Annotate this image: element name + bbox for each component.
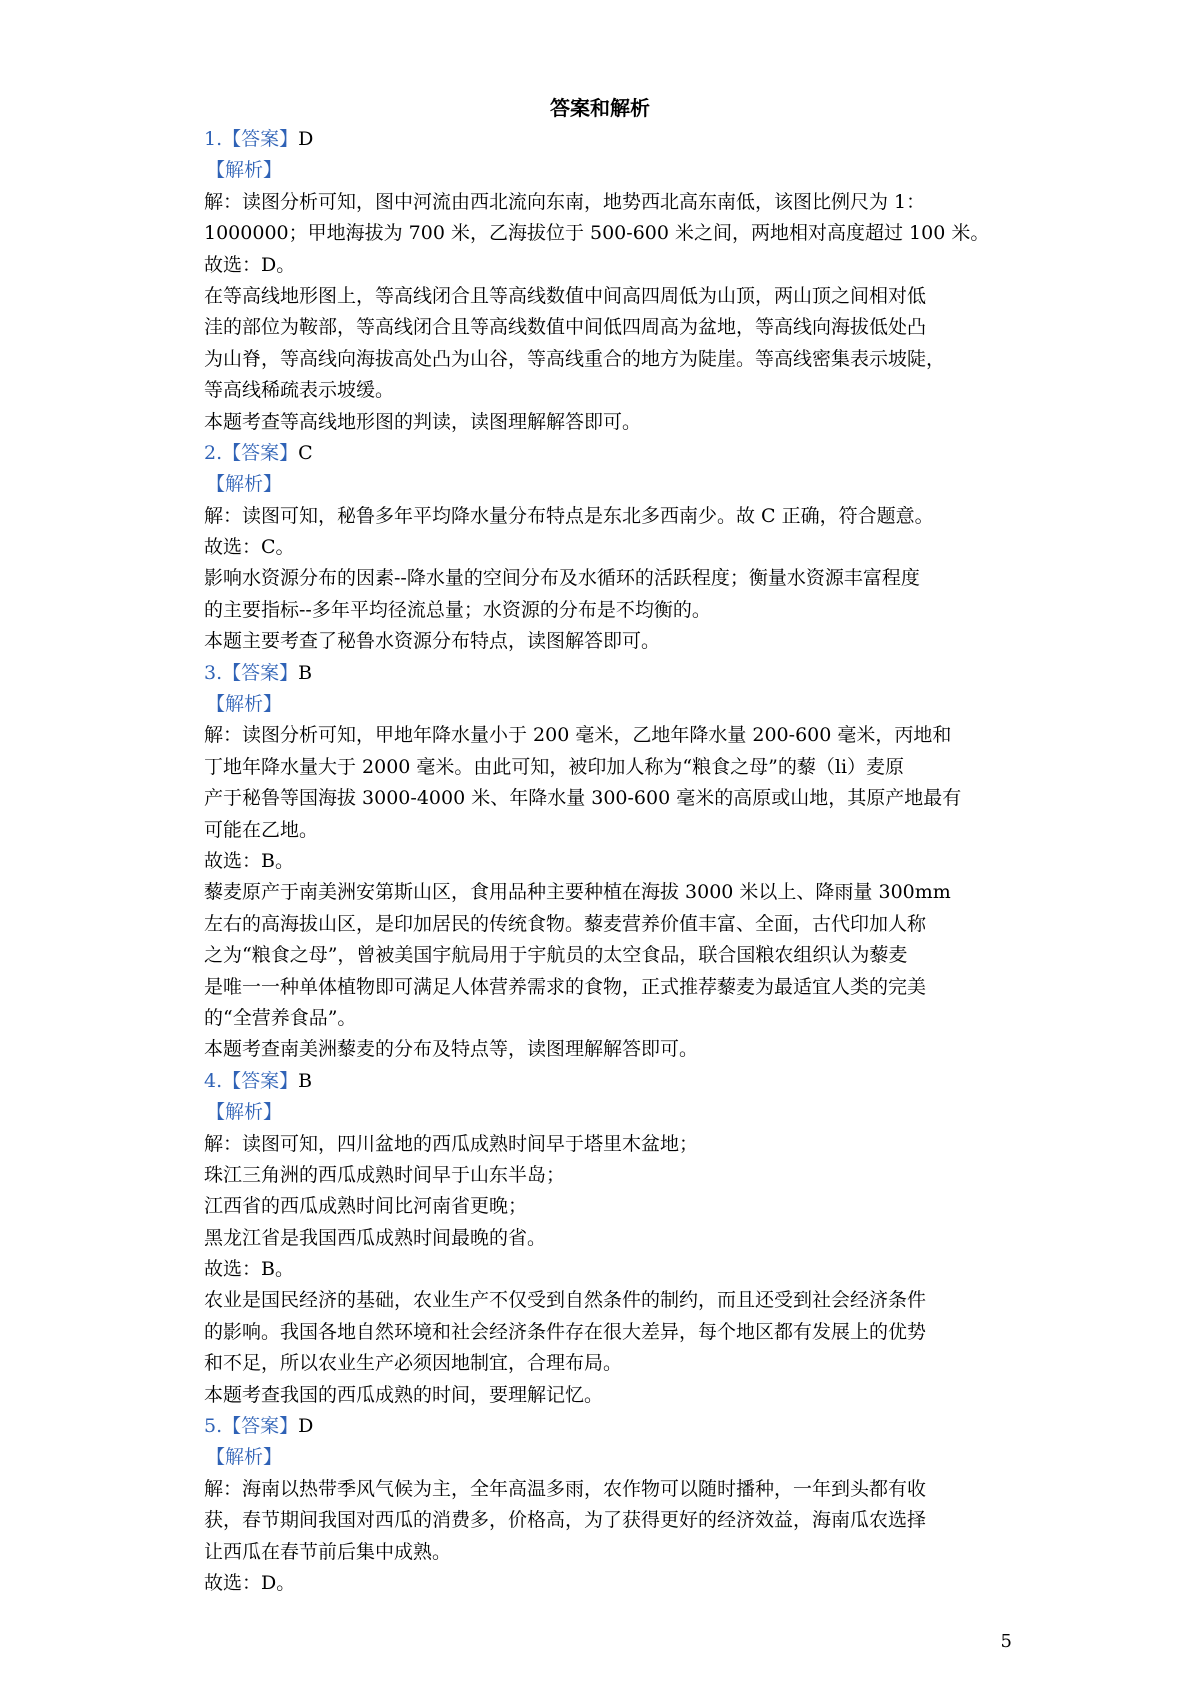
question-number: 3. xyxy=(204,661,223,684)
analysis-text-line: 的影响。我国各地自然环境和社会经济条件存在很大差异，每个地区都有发展上的优势 xyxy=(204,1320,927,1343)
analysis-text-line: 故选：B。 xyxy=(204,849,294,872)
answer-header xyxy=(204,1066,1010,1097)
answer-header xyxy=(204,438,1010,469)
answer-header xyxy=(204,1411,1010,1442)
analysis-text-line: 江西省的西瓜成熟时间比河南省更晚； xyxy=(204,1195,528,1218)
question-number: 1. xyxy=(204,128,223,150)
analysis-text-line: 之为“粮食之母”，曾被美国宇航局用于宇航员的太空食品，联合国粮农组织认为藜麦 xyxy=(204,944,908,967)
analysis-text-line: 本题主要考查了秘鲁水资源分布特点，读图解答即可。 xyxy=(204,630,661,653)
analysis-text-line: 等高线稀疏表示坡缓。 xyxy=(204,379,395,402)
answer-label: 【答案】 xyxy=(222,661,299,684)
analysis-text-line: 左右的高海拔山区，是印加居民的传统食物。藜麦营养价值丰富、全面，古代印加人称 xyxy=(204,912,927,935)
answer-header xyxy=(204,124,1010,155)
analysis-text-line: 农业是国民经济的基础，农业生产不仅受到自然条件的制约，而且还受到社会经济条件 xyxy=(204,1289,927,1312)
answer-label: 【答案】 xyxy=(222,128,299,150)
analysis-text-line: 本题考查等高线地形图的判读，读图理解解答即可。 xyxy=(204,410,642,433)
analysis-text-line: 丁地年降水量大于 2000 毫米。由此可知，被印加人称为“粮食之母”的藜（li）麦原 xyxy=(204,755,905,778)
question-number: 5. xyxy=(204,1415,223,1438)
analysis-text-line: 在等高线地形图上，等高线闭合且等高线数值中间高四周低为山顶，两山顶之间相对低 xyxy=(204,284,927,307)
page-title: 答案和解析 xyxy=(550,96,650,120)
answer-header xyxy=(204,658,1010,689)
question-number: 2. xyxy=(204,441,223,464)
page-number: 5 xyxy=(1000,1631,1012,1652)
answer-value: C xyxy=(298,441,313,464)
answer-label: 【答案】 xyxy=(222,441,299,464)
analysis-text-line: 故选：D。 xyxy=(204,253,296,276)
answer-item xyxy=(204,124,1010,438)
analysis-text-line: 为山脊，等高线向海拔高处凸为山谷，等高线重合的地方为陡崖。等高线密集表示坡陡， xyxy=(204,347,946,370)
analysis-text-line: 解：读图可知，四川盆地的西瓜成熟时间早于塔里木盆地； xyxy=(204,1132,699,1155)
analysis-label: 【解析】 xyxy=(206,693,283,716)
analysis-text-line: 故选：D。 xyxy=(204,1571,296,1594)
analysis-text-line: 1000000；甲地海拔为 700 米，乙海拔位于 500-600 米之间，两地相对高度超过 100 米。 xyxy=(204,222,990,245)
analysis-text-line: 解：海南以热带季风气候为主，全年高温多雨，农作物可以随时播种，一年到头都有收 xyxy=(204,1477,927,1500)
answer-item xyxy=(204,1411,1010,1599)
answer-item xyxy=(204,658,1010,1066)
analysis-text-line: 藜麦原产于南美洲安第斯山区，食用品种主要种植在海拔 3000 米以上、降雨量 300mm xyxy=(204,881,951,904)
analysis-label: 【解析】 xyxy=(206,159,283,182)
analysis-text-line: 故选：C。 xyxy=(204,536,295,559)
analysis-text-line: 解：读图分析可知，甲地年降水量小于 200 毫米，乙地年降水量 200-600 毫米，丙地和 xyxy=(204,724,952,747)
answer-value: B xyxy=(298,1069,313,1092)
analysis-text-line: 影响水资源分布的因素--降水量的空间分布及水循环的活跃程度；衡量水资源丰富程度 xyxy=(204,567,920,590)
analysis-text-line: 可能在乙地。 xyxy=(204,818,319,841)
analysis-text-line: 获，春节期间我国对西瓜的消费多，价格高，为了获得更好的经济效益，海南瓜农选择 xyxy=(204,1509,927,1532)
analysis-text-line: 和不足，所以农业生产必须因地制宜，合理布局。 xyxy=(204,1352,623,1375)
answer-item xyxy=(204,438,1010,658)
analysis-text-line: 解：读图可知，秘鲁多年平均降水量分布特点是东北多西南少。故 C 正确，符合题意。 xyxy=(204,504,934,527)
analysis-text-line: 的“全营养食品”。 xyxy=(204,1006,357,1029)
answer-list xyxy=(204,124,1010,1599)
analysis-text-line: 是唯一一种单体植物即可满足人体营养需求的食物，正式推荐藜麦为最适宜人类的完美 xyxy=(204,975,927,998)
analysis-label: 【解析】 xyxy=(206,473,283,496)
answer-value: D xyxy=(298,1415,314,1438)
answer-label: 【答案】 xyxy=(222,1415,299,1438)
analysis-text-line: 洼的部位为鞍部，等高线闭合且等高线数值中间低四周高为盆地，等高线向海拔低处凸 xyxy=(204,316,927,339)
analysis-text-line: 的主要指标--多年平均径流总量；水资源的分布是不均衡的。 xyxy=(204,598,711,621)
analysis-text-line: 珠江三角洲的西瓜成熟时间早于山东半岛； xyxy=(204,1163,566,1186)
answer-item xyxy=(204,1066,1010,1411)
analysis-text-line: 解：读图分析可知，图中河流由西北流向东南，地势西北高东南低，该图比例尺为 1： xyxy=(204,190,926,213)
analysis-label: 【解析】 xyxy=(206,1101,283,1124)
analysis-text-line: 本题考查我国的西瓜成熟的时间，要理解记忆。 xyxy=(204,1383,604,1406)
analysis-label: 【解析】 xyxy=(206,1446,283,1469)
analysis-text-line: 让西瓜在春节前后集中成熟。 xyxy=(204,1540,452,1563)
analysis-text-line: 本题考查南美洲藜麦的分布及特点等，读图理解解答即可。 xyxy=(204,1038,699,1061)
answer-label: 【答案】 xyxy=(222,1069,299,1092)
question-number: 4. xyxy=(204,1069,223,1092)
analysis-text-line: 产于秘鲁等国海拔 3000-4000 米、年降水量 300-600 毫米的高原或山地，其原产地最有 xyxy=(204,787,962,810)
analysis-text-line: 黑龙江省是我国西瓜成熟时间最晚的省。 xyxy=(204,1226,547,1249)
analysis-text-line: 故选：B。 xyxy=(204,1258,294,1281)
answer-value: B xyxy=(298,661,313,684)
answer-value: D xyxy=(298,128,314,150)
